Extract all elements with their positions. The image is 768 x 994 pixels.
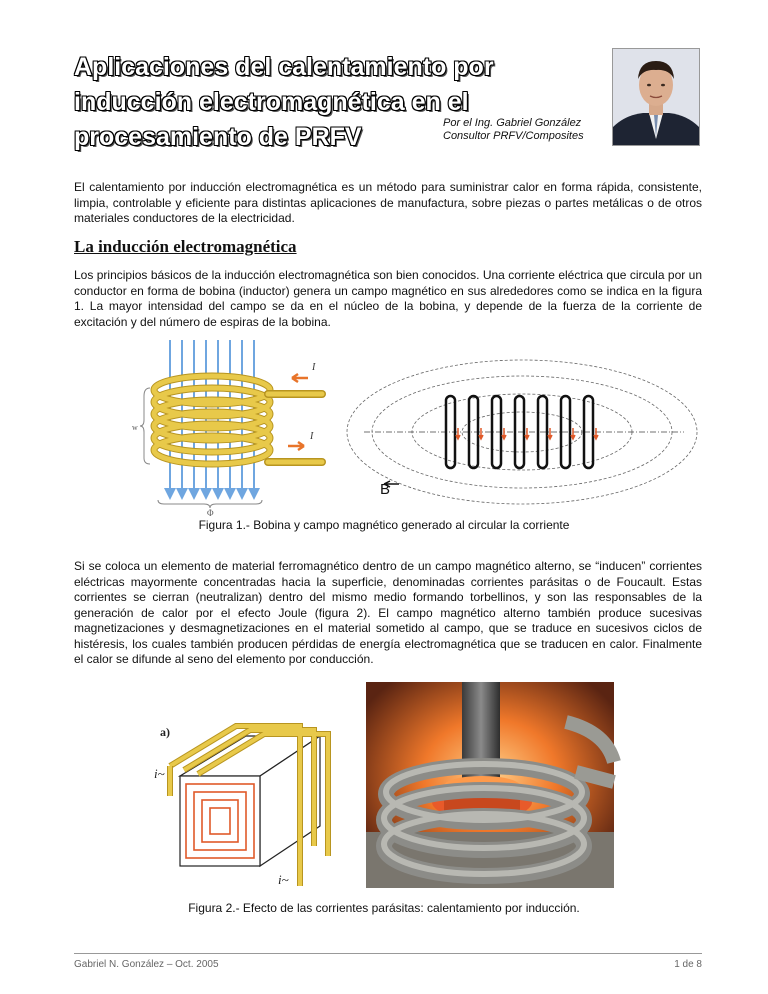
- current-label-bottom-fig2: i~: [278, 872, 289, 887]
- induction-heating-photo: [366, 682, 614, 888]
- field-label: B: [380, 481, 391, 498]
- principles-paragraph: Los principios básicos de la inducción electromagnética son bien conocidos. Una corriente eléctrica que circula por un conductor en forma de bobina (inductor) genera un campo magnético en sus alrededores como se indica en la figura 1. La mayor intensidad del campo se da en el núcleo de la bobina, y depende de la fuerza de la corriente de excitación y del número de espiras de la bobina.: [74, 268, 702, 329]
- current-label-top: I: [312, 362, 316, 373]
- side-label: w: [132, 423, 138, 432]
- flux-label: Φ: [207, 508, 214, 518]
- figure-1-caption: Figura 1.- Bobina y campo magnético generado al circular la corriente: [198, 518, 570, 532]
- figure-2-caption: Figura 2.- Efecto de las corrientes parásitas: calentamiento por inducción.: [188, 901, 580, 915]
- intro-paragraph: El calentamiento por inducción electromagnética es un método para suministrar calor en forma rápida, consistente, limpia, controlable y eficiente para distintas aplicaciones de manufactura, sobre piezas o partes metálicas o de otros materiales conductores de la electricidad.: [74, 180, 702, 225]
- title-line-3: procesamiento de PRFV: [74, 123, 362, 151]
- field-lines-diagram: [344, 342, 704, 506]
- page-number: 1 de 8: [674, 959, 702, 970]
- title-line-2: inducción electromagnética en el: [74, 88, 469, 116]
- current-label-top-fig2: i~: [154, 766, 165, 781]
- coil-illustration: [132, 336, 345, 512]
- eddy-current-diagram: [150, 716, 355, 888]
- current-label-bottom: I: [310, 431, 314, 442]
- eddy-paragraph: Si se coloca un elemento de material ferromagnético dentro de un campo magnético alterno, se “inducen” corrientes eléctricas mayormente concentradas hacia la superficie, denominadas corrientes parásitas o de Foucault. Estas corrientes se cierran (neutralizan) dentro del mismo medio formando torbellinos, y son las responsables de la generación de calor por el efecto Joule (figura 2). El campo magnético alterno también produce sucesivas magnetizaciones y desmagnetizaciones en el material sometido al campo, que se traduce en sucesivos ciclos de histéresis, los cuales también producen pérdidas de energía electromagnética que se traducen en calor. Finalmente el calor se difunde al seno del elemento por conducción.: [74, 559, 702, 666]
- section-heading: La inducción electromagnética: [74, 237, 297, 256]
- author-name: Por el Ing. Gabriel González: [443, 117, 582, 129]
- title-line-1: Aplicaciones del calentamiento por: [74, 53, 494, 81]
- panel-label: a): [160, 725, 170, 739]
- footer-author: Gabriel N. González – Oct. 2005: [74, 959, 219, 970]
- author-photo: [612, 48, 700, 146]
- author-role: Consultor PRFV/Composites: [443, 130, 584, 142]
- footer-divider: [74, 953, 702, 954]
- author-byline: [443, 117, 584, 143]
